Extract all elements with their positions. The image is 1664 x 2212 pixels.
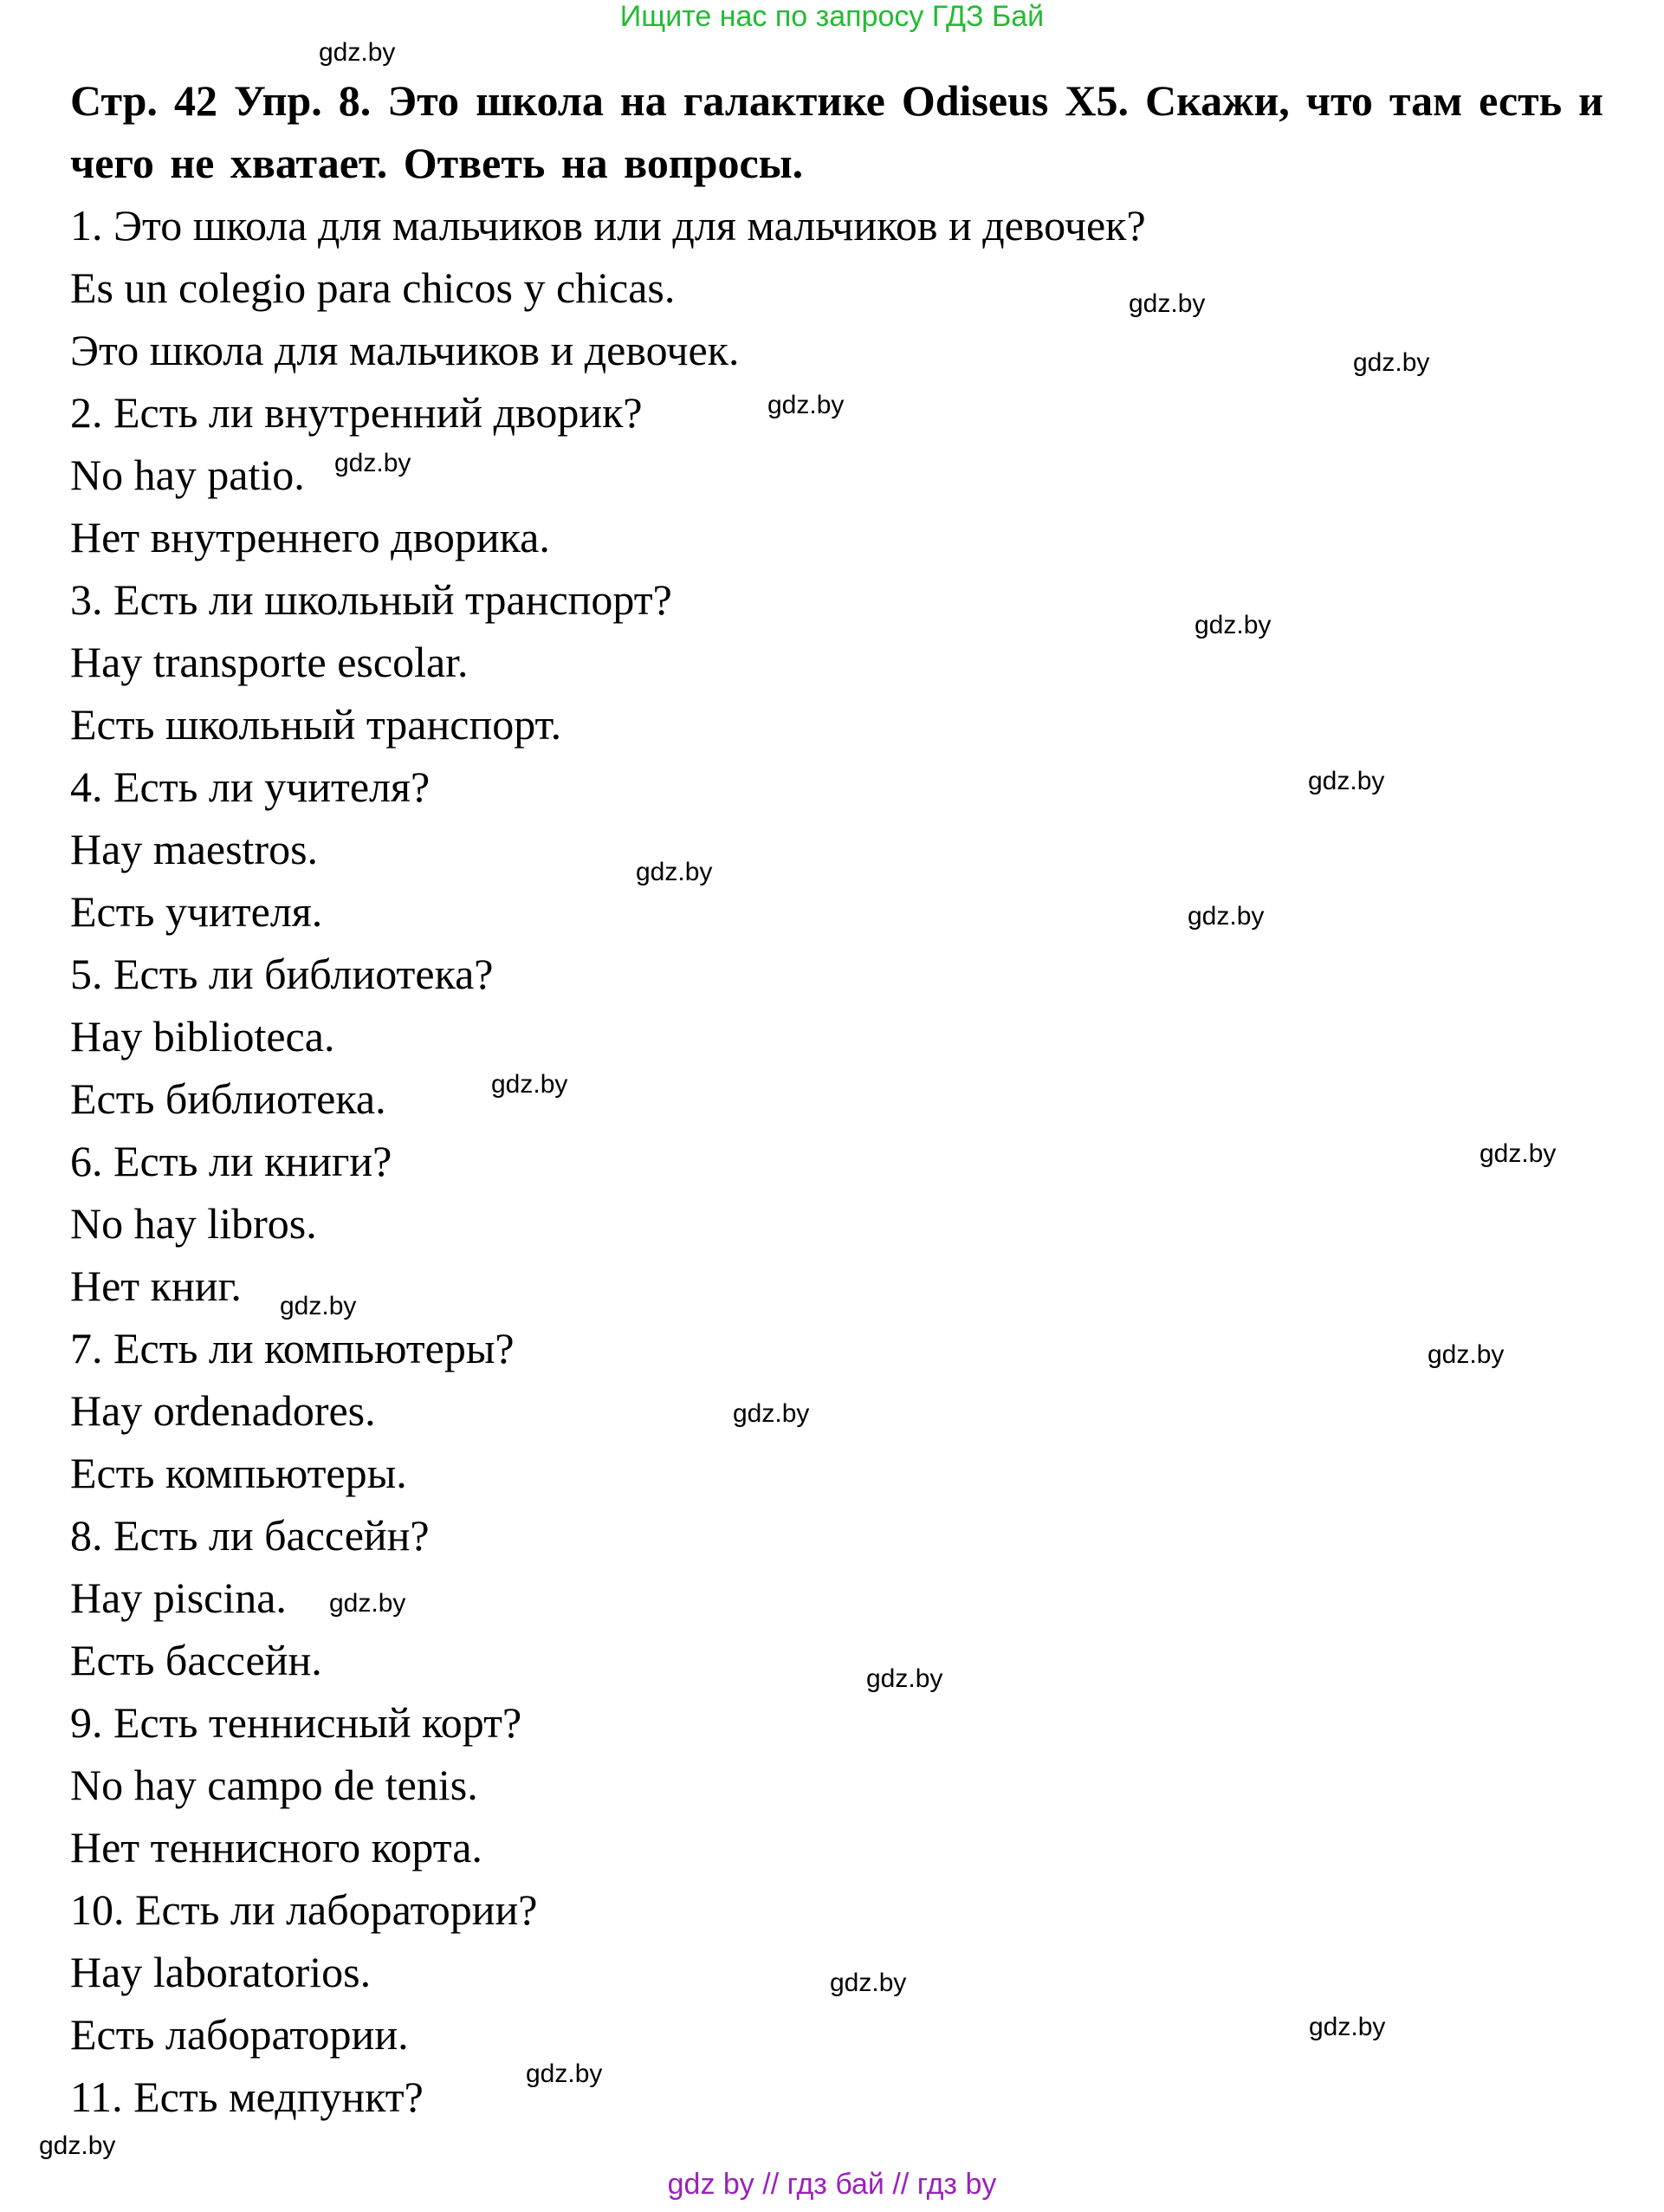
watermark: gdz.by [280, 1292, 357, 1320]
answer-ru-6: Нет книг. [70, 1262, 242, 1310]
question-line-8: 8. Есть ли бассейн? [70, 1511, 430, 1560]
watermark: gdz.by [1129, 289, 1206, 318]
watermark: gdz.by [767, 391, 845, 419]
watermark: gdz.by [1479, 1139, 1557, 1168]
question-line-2: 2. Есть ли внутренний дворик? [70, 388, 643, 437]
question-line-10: 10. Есть ли лаборатории? [70, 1885, 538, 1934]
answer-ru-5: Есть библиотека. [70, 1074, 386, 1123]
watermark: gdz.by [1353, 348, 1430, 377]
answer-es-6: No hay libros. [70, 1199, 317, 1248]
watermark: gdz.by [1188, 902, 1265, 931]
question-line-4: 4. Есть ли учителя? [70, 762, 431, 811]
question-line-7: 7. Есть ли компьютеры? [70, 1324, 515, 1372]
watermark: gdz.by [1309, 2013, 1386, 2041]
watermark: gdz.by [636, 858, 713, 886]
answer-es-1: Es un colegio para chicos y chicas. [70, 263, 676, 312]
answer-es-4: Hay maestros. [70, 825, 319, 873]
watermark: gdz.by [1308, 767, 1385, 795]
question-line-1: 1. Это школа для мальчиков или для мальчиков и девочек? [70, 201, 1146, 250]
answer-ru-8: Есть бассейн. [70, 1636, 322, 1684]
answer-es-3: Hay transporte escolar. [70, 638, 469, 686]
answer-list [70, 194, 1543, 2128]
watermark: gdz.by [733, 1399, 810, 1428]
answer-es-5: Hay biblioteca. [70, 1012, 335, 1061]
answer-ru-2: Нет внутреннего дворика. [70, 513, 550, 561]
answer-ru-1: Это школа для мальчиков и девочек. [70, 326, 740, 374]
answer-ru-3: Есть школьный транспорт. [70, 700, 562, 749]
question-line-11: 11. Есть медпункт? [70, 2073, 424, 2121]
answer-es-7: Hay ordenadores. [70, 1386, 376, 1435]
question-line-5: 5. Есть ли библиотека? [70, 950, 494, 998]
answer-es-8: Hay piscina. [70, 1573, 287, 1622]
watermark: gdz.by [830, 1969, 907, 1997]
watermark: gdz.by [329, 1589, 406, 1618]
watermark: gdz.by [491, 1070, 568, 1099]
question-line-3: 3. Есть ли школьный транспорт? [70, 575, 672, 624]
footer-links: gdz by // гдз бай // гдз by [667, 2168, 997, 2201]
answer-ru-9: Нет теннисного корта. [70, 1823, 482, 1871]
answer-ru-7: Есть компьютеры. [70, 1449, 407, 1497]
watermark: gdz.by [39, 2131, 116, 2160]
watermark: gdz.by [334, 449, 411, 477]
top-banner: Ищите нас по запросу ГДЗ Бай [619, 0, 1045, 33]
question-line-9: 9. Есть теннисный корт? [70, 1698, 522, 1747]
watermark: gdz.by [526, 2060, 603, 2088]
answer-es-2: No hay patio. [70, 451, 305, 499]
watermark: gdz.by [866, 1664, 943, 1693]
exercise-heading: Стр. 42 Упр. 8. Это школа на галактике Odiseus X5. Скажи, что там есть и чего не хватает. Ответь на вопросы. [70, 76, 1603, 187]
watermark: gdz.by [1195, 611, 1272, 639]
answer-es-9: No hay campo de tenis. [70, 1761, 478, 1809]
question-line-6: 6. Есть ли книги? [70, 1137, 392, 1185]
answer-es-10: Hay laboratorios. [70, 1948, 372, 1996]
watermark: gdz.by [1428, 1340, 1505, 1369]
watermark: gdz.by [319, 38, 396, 67]
answer-ru-4: Есть учителя. [70, 887, 323, 936]
answer-ru-10: Есть лаборатории. [70, 2010, 409, 2059]
